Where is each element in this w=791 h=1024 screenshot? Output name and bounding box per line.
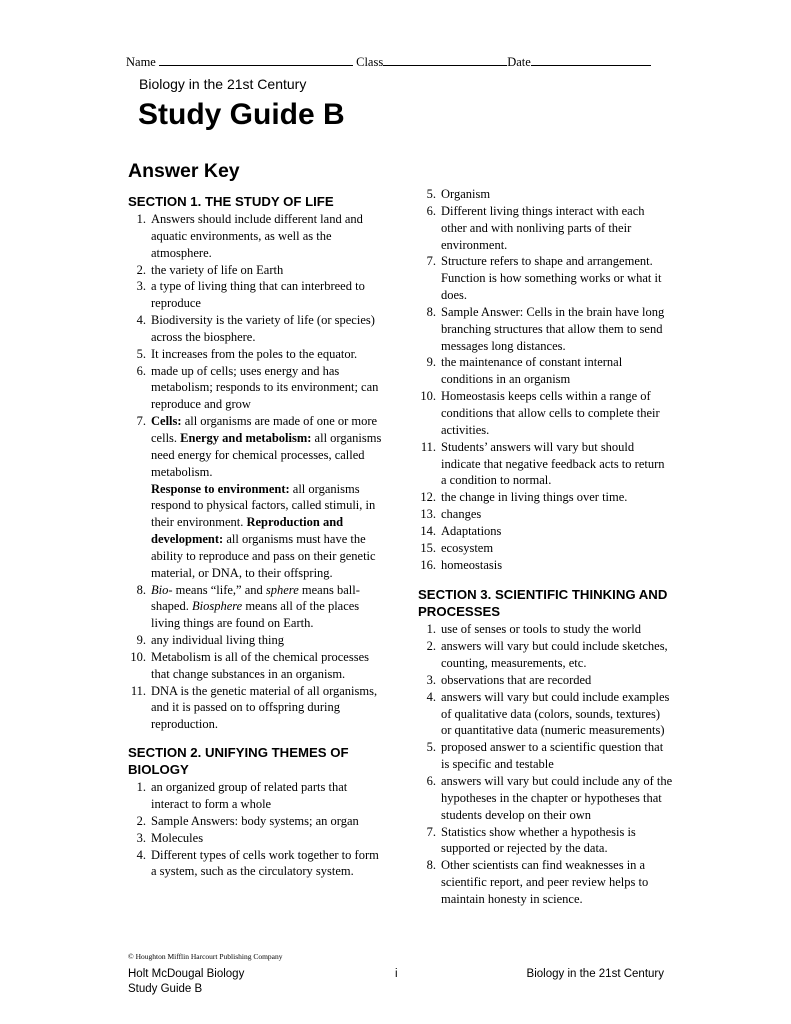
answer-text: answers will vary but could include examples of qualitative data (colors, sounds, textures) or quantitative data (numeric measurements)	[441, 689, 670, 738]
answer-number: 4.	[426, 689, 436, 704]
answer-item	[128, 779, 383, 813]
answer-number: 11.	[130, 683, 146, 698]
answer-text: homeostasis	[441, 557, 503, 572]
answer-number: 10.	[130, 649, 146, 664]
answer-number: 8.	[426, 304, 436, 319]
answer-item	[418, 540, 673, 557]
answer-text: made up of cells; uses energy and has metabolism; responds to its environment; can reproduce and grow	[151, 363, 379, 412]
answer-item	[128, 649, 383, 683]
answer-text: the maintenance of constant internal conditions in an organism	[441, 355, 623, 387]
answer-item	[128, 262, 383, 279]
answer-text: Structure refers to shape and arrangement. Function is how something works or what it does.	[441, 254, 662, 303]
answer-number: 9.	[136, 633, 146, 648]
answer-text: DNA is the genetic material of all organisms, and it is passed on to offspring during reproduction.	[151, 683, 378, 732]
answer-number: 8.	[136, 582, 146, 597]
answer-text: Different types of cells work together to form a system, such as the circulatory system.	[151, 847, 379, 879]
answer-number: 9.	[426, 355, 436, 370]
answer-number: 1.	[426, 622, 436, 637]
answer-item	[128, 813, 383, 830]
answer-text: Other scientists can find weaknesses in a scientific report, and peer review helps to maintain honesty in science.	[441, 858, 649, 906]
answer-text: answers will vary but could include sketches, counting, measurements, etc.	[441, 639, 668, 671]
answer-item	[418, 857, 673, 908]
answer-item	[418, 506, 673, 523]
answer-item	[418, 186, 673, 203]
answer-number: 4.	[136, 847, 146, 862]
answer-key-heading: Answer Key	[128, 160, 240, 182]
answer-text: Sample Answers: body systems; an organ	[151, 813, 359, 828]
answer-item	[418, 824, 673, 858]
copyright-notice: © Houghton Mifflin Harcourt Publishing Company	[128, 952, 283, 961]
page-number: i	[395, 968, 398, 980]
answer-text: an organized group of related parts that interact to form a whole	[151, 780, 348, 811]
answer-item	[418, 557, 673, 574]
answer-number: 3.	[136, 279, 146, 294]
answer-text: Answers should include different land and aquatic environments, as well as the atmosphere.	[151, 212, 363, 260]
answer-number: 7.	[426, 824, 436, 839]
answer-number: 7.	[426, 254, 436, 269]
answer-text: Adaptations	[441, 523, 502, 538]
answer-item	[128, 346, 383, 363]
answer-number: 2.	[136, 813, 146, 828]
left-column	[128, 193, 383, 880]
footer-book-subtitle: Study Guide B	[128, 983, 203, 995]
answer-number: 15.	[420, 540, 436, 555]
answer-item	[128, 847, 383, 881]
answer-item	[418, 621, 673, 638]
answer-number: 1.	[136, 212, 146, 226]
answer-number: 2.	[136, 262, 146, 277]
answer-number: 11.	[420, 439, 436, 454]
answer-number: 3.	[426, 672, 436, 687]
answer-item	[418, 304, 673, 355]
answer-number: 6.	[426, 774, 436, 788]
answer-item	[418, 439, 673, 490]
answer-text: the variety of life on Earth	[151, 262, 284, 277]
answer-item	[128, 363, 383, 414]
answer-text: Sample Answer: Cells in the brain have long branching structures that allow them to send messages long distances.	[441, 304, 665, 353]
answer-text: use of senses or tools to study the world	[441, 622, 641, 637]
page-title: Study Guide B	[138, 98, 345, 131]
name-label: Name	[126, 55, 156, 69]
answer-number: 1.	[136, 780, 146, 795]
student-info-line	[126, 54, 671, 70]
answer-number: 13.	[420, 507, 436, 522]
answer-item	[418, 672, 673, 689]
course-subtitle: Biology in the 21st Century	[139, 76, 307, 92]
right-column	[418, 186, 673, 908]
answer-number: 2.	[426, 639, 436, 654]
answer-item	[418, 689, 673, 740]
answer-number: 6.	[136, 363, 146, 378]
answer-item	[128, 683, 383, 734]
date-label: Date	[507, 55, 531, 69]
class-blank	[383, 54, 507, 66]
answer-text: a type of living thing that can interbreed to reproduce	[151, 279, 365, 311]
section-3-list	[418, 621, 673, 907]
answer-item	[418, 489, 673, 506]
answer-item	[418, 773, 673, 824]
answer-number: 4.	[136, 313, 146, 328]
answer-item	[128, 582, 383, 633]
answer-number: 10.	[420, 389, 436, 404]
answer-item	[418, 354, 673, 388]
answer-item	[128, 278, 383, 312]
footer-book-info	[128, 967, 244, 997]
answer-item	[418, 203, 673, 254]
answer-number: 6.	[426, 203, 436, 218]
answer-item	[128, 413, 383, 581]
answer-text: proposed answer to a scientific question that is specific and testable	[441, 740, 664, 772]
answer-text: answers will vary but could include any of the hypotheses in the chapter or hypotheses that students develop on their own	[441, 774, 673, 822]
section-2-list	[128, 779, 383, 880]
answer-text: any individual living thing	[151, 633, 284, 648]
answer-number: 5.	[136, 346, 146, 361]
answer-text: Homeostasis keeps cells within a range of conditions that allow cells to complete their activities.	[441, 389, 660, 437]
answer-text: changes	[441, 507, 482, 522]
answer-text: Metabolism is all of the chemical processes that change substances in an organism.	[151, 649, 369, 681]
answer-text: Different living things interact with each other and with nonliving parts of their environment.	[441, 203, 645, 252]
section-2-list-continued	[418, 186, 673, 573]
answer-item	[128, 312, 383, 346]
answer-text: Cells: all organisms are made of one or more cells. Energy and metabolism: all organisms need energy for chemical processes, called metabolism. Response to environment: all organisms respond to physical factors, called stimuli, in their environment. Reproduction and development: all organisms must have the ability to reproduce and pass on their genetic material, or DNA, to their offspring.	[151, 414, 382, 580]
answer-text: observations that are recorded	[441, 672, 592, 687]
answer-text: the change in living things over time.	[441, 490, 628, 505]
section-1-heading: SECTION 1. THE STUDY OF LIFE	[128, 194, 334, 209]
answer-text: Molecules	[151, 830, 204, 845]
answer-item	[418, 739, 673, 773]
answer-text: It increases from the poles to the equator.	[151, 346, 358, 361]
answer-text: ecosystem	[441, 540, 494, 555]
answer-item	[128, 211, 383, 262]
answer-text: Bio- means “life,” and sphere means ball-shaped. Biosphere means all of the places living things are found on Earth.	[151, 582, 360, 631]
footer-chapter-title: Biology in the 21st Century	[526, 968, 664, 980]
answer-item	[128, 632, 383, 649]
class-label: Class	[356, 55, 384, 69]
answer-text: Organism	[441, 187, 491, 201]
name-blank	[159, 54, 353, 66]
answer-item	[418, 388, 673, 439]
answer-item	[418, 638, 673, 672]
footer-book-title: Holt McDougal Biology	[128, 968, 245, 980]
answer-number: 5.	[426, 740, 436, 755]
answer-number: 3.	[136, 830, 146, 845]
answer-number: 14.	[420, 523, 436, 538]
answer-number: 7.	[136, 414, 146, 429]
answer-item	[128, 830, 383, 847]
section-3-heading: SECTION 3. SCIENTIFIC THINKING AND PROCESSES	[418, 587, 668, 620]
answer-text: Biodiversity is the variety of life (or species) across the biosphere.	[151, 313, 375, 344]
answer-number: 5.	[426, 187, 436, 201]
answer-item	[418, 253, 673, 304]
section-1-list	[128, 211, 383, 733]
answer-item	[418, 523, 673, 540]
answer-number: 16.	[420, 557, 436, 572]
answer-text: Students’ answers will vary but should indicate that negative feedback acts to return a condition to normal.	[441, 439, 665, 488]
answer-number: 8.	[426, 858, 436, 873]
date-blank	[531, 54, 651, 66]
section-2-heading: SECTION 2. UNIFYING THEMES OF BIOLOGY	[128, 745, 349, 778]
answer-text: Statistics show whether a hypothesis is supported or rejected by the data.	[441, 824, 636, 856]
answer-number: 12.	[420, 490, 436, 505]
